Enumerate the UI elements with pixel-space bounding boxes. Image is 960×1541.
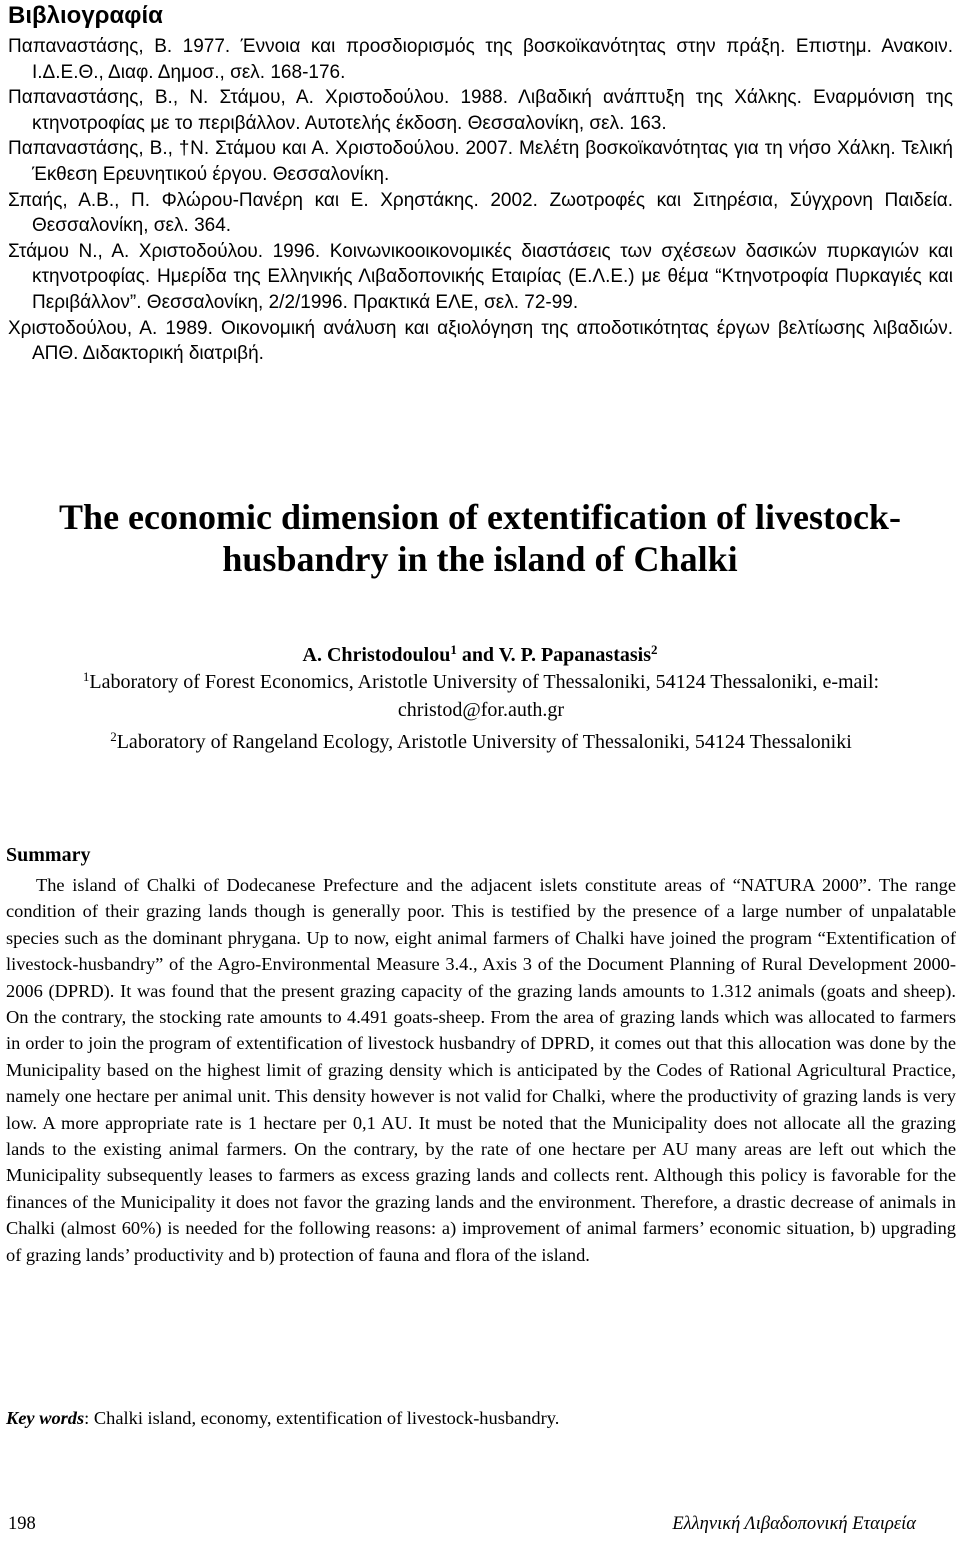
author-name: V. P. Papanastasis bbox=[498, 644, 651, 666]
affiliation-marker: 1 bbox=[82, 669, 90, 684]
keywords-label: Key words bbox=[6, 1408, 85, 1428]
affiliation-text: Laboratory of Forest Economics, Aristotle University of Thessaloniki, 54124 Thessaloniki, e-mail: christod@for.auth.gr bbox=[89, 671, 880, 721]
bibliography-heading: Βιβλιογραφία bbox=[8, 2, 163, 29]
summary-heading: Summary bbox=[6, 844, 91, 866]
paper-title: The economic dimension of extentification of livestock-husbandry in the island of Chalki bbox=[59, 497, 901, 579]
paper-authors bbox=[0, 641, 960, 669]
affiliation-2 bbox=[6, 728, 956, 756]
keywords-text: Chalki island, economy, extentification of livestock-husbandry. bbox=[93, 1408, 560, 1428]
journal-name: Ελληνική Λιβαδοπονική Εταιρεία bbox=[672, 1514, 916, 1534]
author-affiliation-marker: 1 bbox=[450, 642, 457, 657]
keywords bbox=[6, 1405, 956, 1431]
summary-text: The island of Chalki of Dodecanese Prefecture and the adjacent islets constitute areas of “NATURA 2000”. The range condition of their grazing lands though is generally poor. This is testified by the presence of a large number of unpalatable species such as the dominant phrygana. Up to now, eight animal farmers of Chalki have joined the program “Extentification of livestock-husbandry” of the Agro-Environmental Measure 3.4., Axis 3 of the Document Planning of Rural Development 2000-2006 (DPRD). It was found that the present grazing capacity of the grazing lands amounts to 1.312 animals (goats and sheep). On the contrary, the stocking rate amounts to 4.491 goats-sheep. From the area of grazing lands which was allocated to farmers in order to join the program of extentification of livestock husbandry of DPRD, it comes out that this allocation was done by the Municipality based on the highest limit of grazing density which is anticipated by the Codes of Rational Agricultural Practice, namely one hectare per animal unit. This density however is not valid for Chalki, where the productivity of grazing lands is very low. A more appropriate rate is 1 hectare per 0,1 AU. It must be noted that the Municipality does not allocate all the grazing lands to the existing animal farmers. On the contrary, by the rate of one hectare per AU many areas are left out which the Municipality subsequently leases to farmers as excess grazing lands and collects rent. Although this policy is favorable for the finances of the Municipality it does not favor the grazing lands and the environment. Therefore, a drastic decrease of animals in Chalki (almost 60%) is needed for the following reasons: a) improvement of animal farmers’ economic situation, b) upgrading of grazing lands’ productivity and b) protection of fauna and flora of the island. bbox=[6, 875, 956, 1265]
bibliography-entry: Στάμου Ν., Α. Χριστοδούλου. 1996. Κοινωνικοοικονομικές διαστάσεις των σχέσεων δασικών πυρκαγιών και κτηνοτροφίας. Ημερίδα της Ελληνικής Λιβαδοπονικής Εταιρίας (Ε.Λ.Ε.) με θέμα “Κτηνοτροφία Πυρκαγιές και Περιβάλλον”. Θεσσαλονίκη, 2/2/1996. Πρακτικά ΕΛΕ, σελ. 72-99. bbox=[8, 240, 953, 313]
bibliography-entry: Σπαής, Α.Β., Π. Φλώρου-Πανέρη και Ε. Χρηστάκης. 2002. Ζωοτροφές και Σιτηρέσια, Σύγχρονη Παιδεία. Θεσσαλονίκη, σελ. 364. bbox=[8, 189, 953, 237]
keywords-separator: : bbox=[84, 1408, 94, 1428]
author-name: A. Christodoulou bbox=[302, 644, 451, 666]
bibliography-entry: Παπαναστάσης, Β., †Ν. Στάμου και Α. Χριστοδούλου. 2007. Μελέτη βοσκοϊκανότητας για τη νήσο Χάλκη. Τελική Έκθεση Ερευνητικού έργου. Θεσσαλονίκη. bbox=[8, 138, 953, 185]
affiliation-text: Laboratory of Rangeland Ecology, Aristotle University of Thessaloniki, 54124 Thessaloniki bbox=[116, 731, 852, 753]
bibliography-entry: Παπαναστάσης, Β. 1977. Έννοια και προσδιορισμός της βοσκοϊκανότητας στην πράξη. Επιστημ. Ανακοιν. Ι.Δ.Ε.Θ., Διαφ. Δημοσ., σελ. 168-176. bbox=[8, 36, 953, 83]
author-affiliation-marker: 2 bbox=[650, 642, 658, 657]
page-number: 198 bbox=[8, 1514, 36, 1534]
author-joiner: and bbox=[456, 644, 499, 666]
bibliography-list bbox=[8, 34, 953, 367]
bibliography-entry: Παπαναστάσης, Β., Ν. Στάμου, Α. Χριστοδούλου. 1988. Λιβαδική ανάπτυξη της Χάλκης. Εναρμόνιση της κτηνοτροφίας με το περιβάλλον. Αυτοτελής έκδοση. Θεσσαλονίκη, σελ. 163. bbox=[8, 87, 953, 134]
affiliation-1 bbox=[6, 668, 956, 724]
affiliation-marker: 2 bbox=[110, 729, 117, 744]
bibliography-entry: Χριστοδούλου, Α. 1989. Οικονομική ανάλυση και αξιολόγηση της αποδοτικότητας έργων βελτίωσης λιβαδιών. ΑΠΘ. Διδακτορική διατριβή. bbox=[8, 317, 953, 365]
